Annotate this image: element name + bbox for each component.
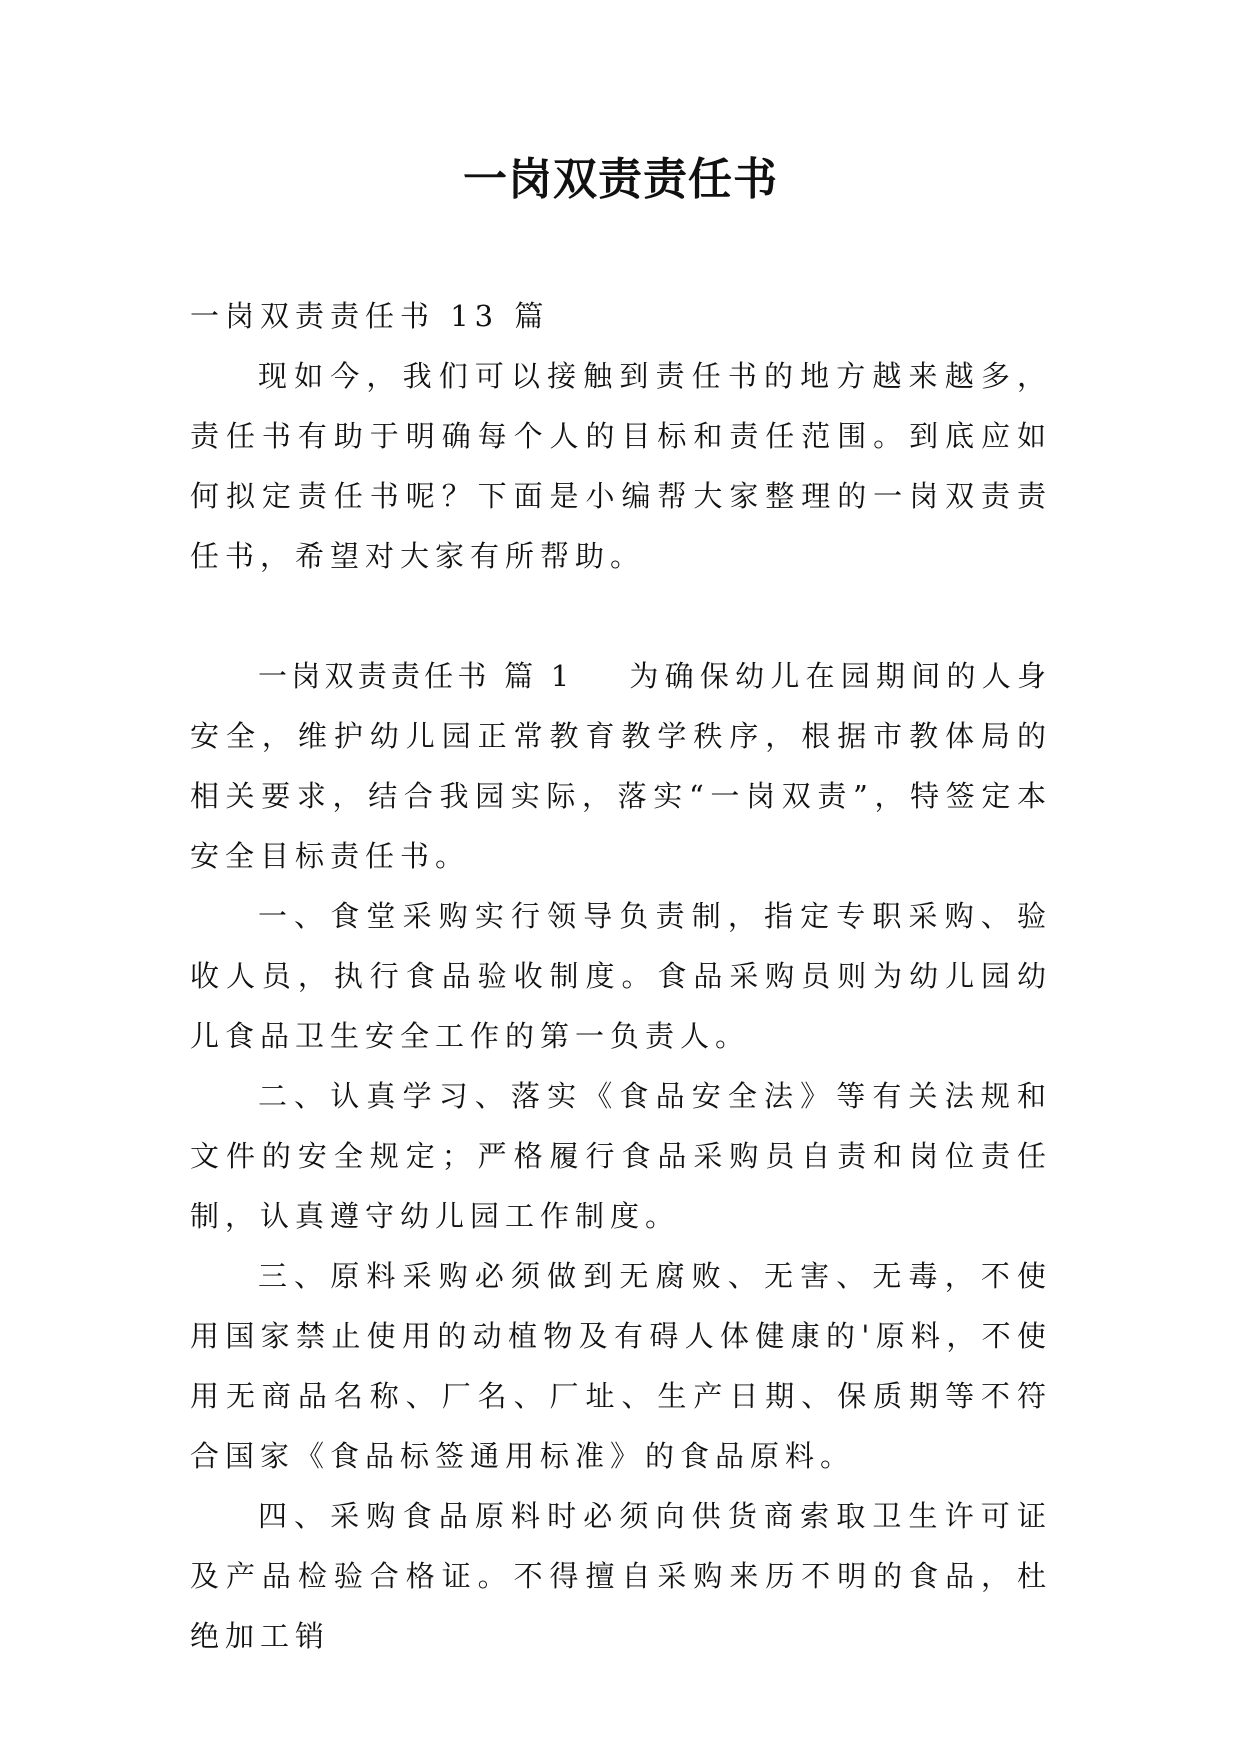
- intro-paragraph: 现如今，我们可以接触到责任书的地方越来越多，责任书有助于明确每个人的目标和责任范围。到底应如何拟定责任书呢？下面是小编帮大家整理的一岗双责责任书，希望对大家有所帮助。: [190, 359, 1052, 573]
- document-title: 一岗双责责任书: [463, 154, 778, 205]
- item-paragraph-3: 三、原料采购必须做到无腐败、无害、无毒，不使用国家禁止使用的动植物及有碍人体健康的'原料，不使用无商品名称、厂名、厂址、生产日期、保质期等不符合国家《食品标签通用标准》的食品原料。: [190, 1259, 1052, 1473]
- item-paragraph-1: 一、食堂采购实行领导负责制，指定专职采购、验收人员，执行食品验收制度。食品采购员则为幼儿园幼儿食品卫生安全工作的第一负责人。: [190, 899, 1052, 1053]
- document-body: [190, 286, 1052, 1666]
- paragraph-gap: [190, 586, 1052, 646]
- item-paragraph-2: 二、认真学习、落实《食品安全法》等有关法规和文件的安全规定；严格履行食品采购员自责和岗位责任制，认真遵守幼儿园工作制度。: [190, 1079, 1052, 1233]
- section-1-intro: 为确保幼儿在园期间的人身安全，维护幼儿园正常教育教学秩序，根据市教体局的相关要求，结合我园实际，落实“一岗双责”，特签定本安全目标责任书。: [190, 659, 1052, 873]
- item-paragraph-4: 四、采购食品原料时必须向供货商索取卫生许可证及产品检验合格证。不得擅自采购来历不明的食品，杜绝加工销: [190, 1499, 1052, 1653]
- section-1-heading: 一岗双责责任书 篇 1: [258, 659, 574, 693]
- document-subtitle: 一岗双责责任书 13 篇: [190, 299, 550, 333]
- section-1-paragraph: [190, 646, 1052, 886]
